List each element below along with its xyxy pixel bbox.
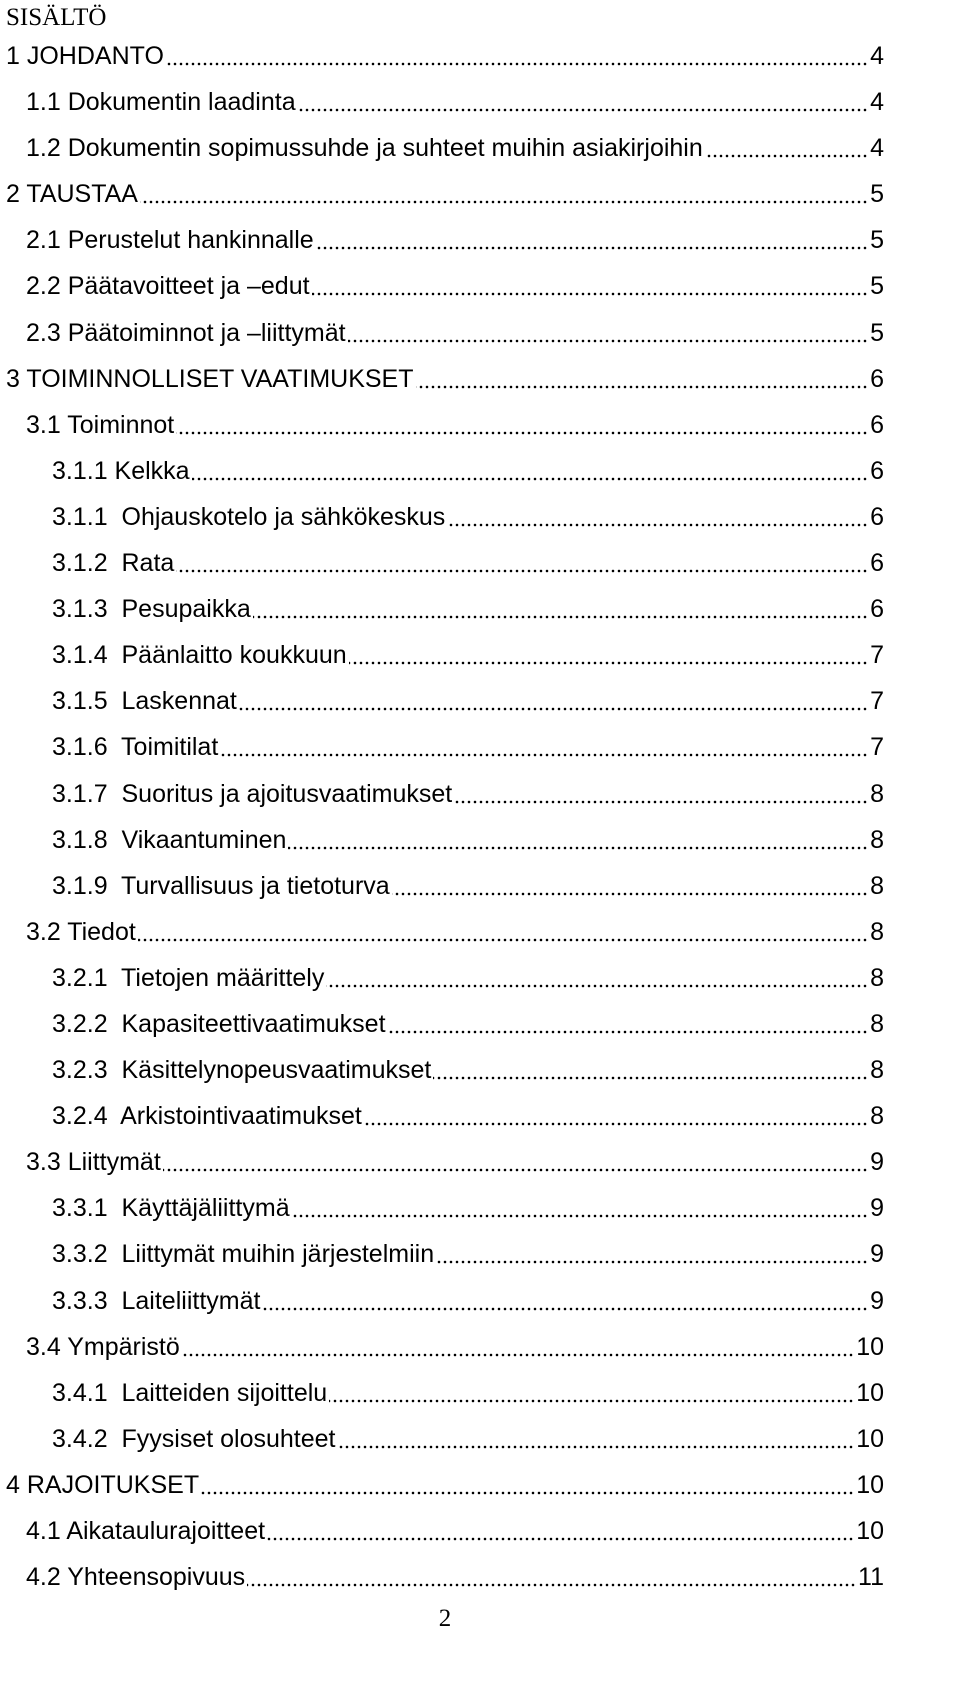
toc-dot-leader bbox=[176, 429, 868, 437]
toc-dot-leader bbox=[192, 475, 868, 483]
toc-dot-leader bbox=[364, 1120, 868, 1128]
toc-dot-leader bbox=[239, 705, 868, 713]
toc-entry[interactable] bbox=[0, 1286, 960, 1332]
toc-dot-leader bbox=[433, 1074, 868, 1082]
toc-entry-page: 10 bbox=[856, 1332, 884, 1361]
toc-entry-page: 6 bbox=[870, 456, 884, 485]
toc-entry[interactable] bbox=[0, 225, 960, 271]
toc-entry[interactable] bbox=[0, 364, 960, 410]
toc-entry[interactable] bbox=[0, 1470, 960, 1516]
toc-entry[interactable] bbox=[0, 1147, 960, 1193]
toc-dot-leader bbox=[288, 844, 868, 852]
toc-entry[interactable] bbox=[0, 1378, 960, 1424]
toc-entry[interactable] bbox=[0, 179, 960, 225]
toc-dot-leader bbox=[253, 613, 868, 621]
toc-entry-page: 6 bbox=[870, 549, 884, 578]
toc-dot-leader bbox=[140, 198, 868, 206]
toc-entry-title: 3.3.1 Käyttäjäliittymä bbox=[52, 1194, 290, 1223]
toc-entry[interactable] bbox=[0, 318, 960, 364]
toc-entry[interactable] bbox=[0, 686, 960, 732]
toc-entry[interactable] bbox=[0, 871, 960, 917]
toc-entry-title: 3.1 Toiminnot bbox=[26, 410, 175, 439]
toc-entry-title: 3 TOIMINNOLLISET VAATIMUKSET bbox=[6, 364, 414, 393]
toc-entry-page: 10 bbox=[856, 1517, 884, 1545]
toc-dot-leader bbox=[337, 1443, 854, 1451]
toc-dot-leader bbox=[182, 1351, 854, 1359]
toc-entry[interactable] bbox=[0, 41, 960, 87]
toc-entry-title: 3.2 Tiedot bbox=[26, 917, 136, 946]
toc-entry-page: 5 bbox=[870, 272, 884, 301]
toc-entry-title: 4.1 Aikataulurajoitteet bbox=[26, 1517, 266, 1545]
toc-entry[interactable] bbox=[0, 640, 960, 686]
toc-dot-leader bbox=[298, 106, 868, 114]
toc-dot-leader bbox=[416, 383, 868, 391]
toc-entry-title: 1 JOHDANTO bbox=[6, 42, 164, 70]
toc-entry-title: 3.2.4 Arkistointivaatimukset bbox=[52, 1102, 362, 1131]
toc-entry-page: 10 bbox=[856, 1378, 884, 1407]
toc-dot-leader bbox=[163, 1166, 868, 1174]
toc-entry[interactable] bbox=[0, 1562, 960, 1608]
toc-entry[interactable] bbox=[0, 1332, 960, 1378]
toc-entry-title: 1.1 Dokumentin laadinta bbox=[26, 88, 296, 117]
toc-entry-page: 5 bbox=[870, 226, 884, 255]
toc-entry-title: 3.2.2 Kapasiteettivaatimukset bbox=[52, 1009, 386, 1038]
toc-entry-page: 7 bbox=[870, 733, 884, 762]
toc-entry[interactable] bbox=[0, 917, 960, 963]
toc-entry-title: 3.1.1 Ohjauskotelo ja sähkökeskus bbox=[52, 502, 446, 531]
toc-dot-leader bbox=[326, 982, 868, 990]
toc-entry[interactable] bbox=[0, 963, 960, 1009]
toc-entry-title: 3.4 Ympäristö bbox=[26, 1332, 180, 1361]
table-of-contents bbox=[0, 41, 960, 1608]
toc-entry-page: 5 bbox=[870, 318, 884, 347]
toc-dot-leader bbox=[388, 1028, 868, 1036]
toc-entry-title: 1.2 Dokumentin sopimussuhde ja suhteet muihin asiakirjoihin bbox=[26, 134, 703, 163]
toc-entry-page: 9 bbox=[870, 1148, 884, 1177]
toc-entry-page: 8 bbox=[870, 1102, 884, 1131]
toc-entry-page: 9 bbox=[870, 1286, 884, 1315]
toc-entry[interactable] bbox=[0, 1009, 960, 1055]
toc-dot-leader bbox=[262, 1305, 868, 1313]
toc-entry[interactable] bbox=[0, 133, 960, 179]
toc-entry[interactable] bbox=[0, 502, 960, 548]
toc-entry[interactable] bbox=[0, 779, 960, 825]
toc-entry-page: 4 bbox=[870, 88, 884, 117]
toc-entry-title: 2.1 Perustelut hankinnalle bbox=[26, 226, 314, 255]
toc-dot-leader bbox=[201, 1489, 854, 1497]
toc-entry-page: 5 bbox=[870, 180, 884, 209]
toc-entry-page: 8 bbox=[870, 825, 884, 854]
toc-entry-page: 4 bbox=[870, 42, 884, 70]
toc-entry-page: 7 bbox=[870, 641, 884, 670]
toc-entry[interactable] bbox=[0, 87, 960, 133]
toc-entry[interactable] bbox=[0, 1101, 960, 1147]
page-number: 2 bbox=[438, 1605, 452, 1632]
toc-dot-leader bbox=[247, 1581, 856, 1589]
toc-entry[interactable] bbox=[0, 825, 960, 871]
toc-entry-page: 8 bbox=[870, 1009, 884, 1038]
toc-entry-page: 8 bbox=[870, 779, 884, 808]
toc-entry-title: 3.1.8 Vikaantuminen bbox=[52, 825, 287, 854]
toc-entry-page: 11 bbox=[858, 1563, 884, 1592]
toc-entry[interactable] bbox=[0, 1424, 960, 1470]
toc-entry[interactable] bbox=[0, 410, 960, 456]
toc-dot-leader bbox=[329, 1397, 854, 1405]
toc-entry-page: 4 bbox=[870, 134, 884, 163]
toc-entry-title: 3.1.5 Laskennat bbox=[52, 687, 237, 716]
toc-entry-title: 3.1.1 Kelkka bbox=[52, 456, 190, 485]
toc-dot-leader bbox=[292, 1212, 868, 1220]
toc-dot-leader bbox=[316, 244, 868, 252]
toc-entry-page: 6 bbox=[870, 364, 884, 393]
toc-dot-leader bbox=[348, 337, 868, 345]
toc-dot-leader bbox=[166, 60, 868, 68]
toc-dot-leader bbox=[267, 1535, 854, 1543]
toc-entry[interactable] bbox=[0, 456, 960, 502]
toc-entry-title: 2.3 Päätoiminnot ja –liittymät bbox=[26, 318, 346, 347]
toc-entry-page: 8 bbox=[870, 1056, 884, 1085]
toc-entry-title: 3.3.2 Liittymät muihin järjestelmiin bbox=[52, 1240, 435, 1269]
toc-entry[interactable] bbox=[0, 1516, 960, 1562]
toc-entry-page: 7 bbox=[870, 687, 884, 716]
toc-dot-leader bbox=[138, 936, 868, 944]
toc-entry-title: 3.3.3 Laiteliittymät bbox=[52, 1286, 261, 1315]
toc-entry-title: 4.2 Yhteensopivuus bbox=[26, 1563, 246, 1592]
toc-entry[interactable] bbox=[0, 271, 960, 317]
toc-entry-title: 3.4.2 Fyysiset olosuhteet bbox=[52, 1424, 336, 1453]
toc-entry-title: 2.2 Päätavoitteet ja –edut bbox=[26, 272, 310, 301]
toc-entry-title: 3.3 Liittymät bbox=[26, 1148, 161, 1177]
toc-entry-page: 9 bbox=[870, 1240, 884, 1269]
toc-entry[interactable] bbox=[0, 548, 960, 594]
toc-entry-title: 3.1.6 Toimitilat bbox=[52, 733, 219, 762]
toc-heading: SISÄLTÖ bbox=[6, 4, 107, 31]
toc-entry-page: 10 bbox=[856, 1424, 884, 1453]
toc-entry-page: 6 bbox=[870, 502, 884, 531]
toc-entry-title: 4 RAJOITUKSET bbox=[6, 1470, 200, 1499]
toc-dot-leader bbox=[176, 567, 868, 575]
toc-entry-page: 6 bbox=[870, 595, 884, 624]
toc-entry-title: 3.1.3 Pesupaikka bbox=[52, 595, 251, 624]
toc-dot-leader bbox=[705, 152, 868, 160]
toc-entry-title: 3.1.4 Päänlaitto koukkuun bbox=[52, 641, 347, 670]
toc-entry-page: 6 bbox=[870, 410, 884, 439]
toc-dot-leader bbox=[312, 290, 868, 298]
toc-entry[interactable] bbox=[0, 1055, 960, 1101]
toc-entry-title: 3.4.1 Laitteiden sijoittelu bbox=[52, 1378, 328, 1407]
toc-entry-title: 2 TAUSTAA bbox=[6, 180, 138, 209]
toc-entry-title: 3.2.1 Tietojen määrittely bbox=[52, 963, 325, 992]
toc-dot-leader bbox=[447, 521, 868, 529]
toc-entry[interactable] bbox=[0, 732, 960, 778]
toc-dot-leader bbox=[454, 798, 868, 806]
toc-entry[interactable] bbox=[0, 594, 960, 640]
toc-entry[interactable] bbox=[0, 1193, 960, 1239]
toc-dot-leader bbox=[392, 890, 868, 898]
toc-entry-title: 3.2.3 Käsittelynopeusvaatimukset bbox=[52, 1056, 432, 1085]
toc-entry-page: 8 bbox=[870, 871, 884, 900]
toc-entry-page: 8 bbox=[870, 963, 884, 992]
toc-dot-leader bbox=[436, 1258, 868, 1266]
toc-dot-leader bbox=[220, 751, 868, 759]
toc-entry-title: 3.1.2 Rata bbox=[52, 549, 175, 578]
toc-entry-page: 10 bbox=[856, 1470, 884, 1499]
toc-entry-title: 3.1.9 Turvallisuus ja tietoturva bbox=[52, 871, 390, 900]
toc-entry-title: 3.1.7 Suoritus ja ajoitusvaatimukset bbox=[52, 779, 453, 808]
toc-entry-page: 9 bbox=[870, 1194, 884, 1223]
toc-entry[interactable] bbox=[0, 1239, 960, 1285]
toc-entry-page: 8 bbox=[870, 917, 884, 946]
toc-dot-leader bbox=[349, 659, 868, 667]
